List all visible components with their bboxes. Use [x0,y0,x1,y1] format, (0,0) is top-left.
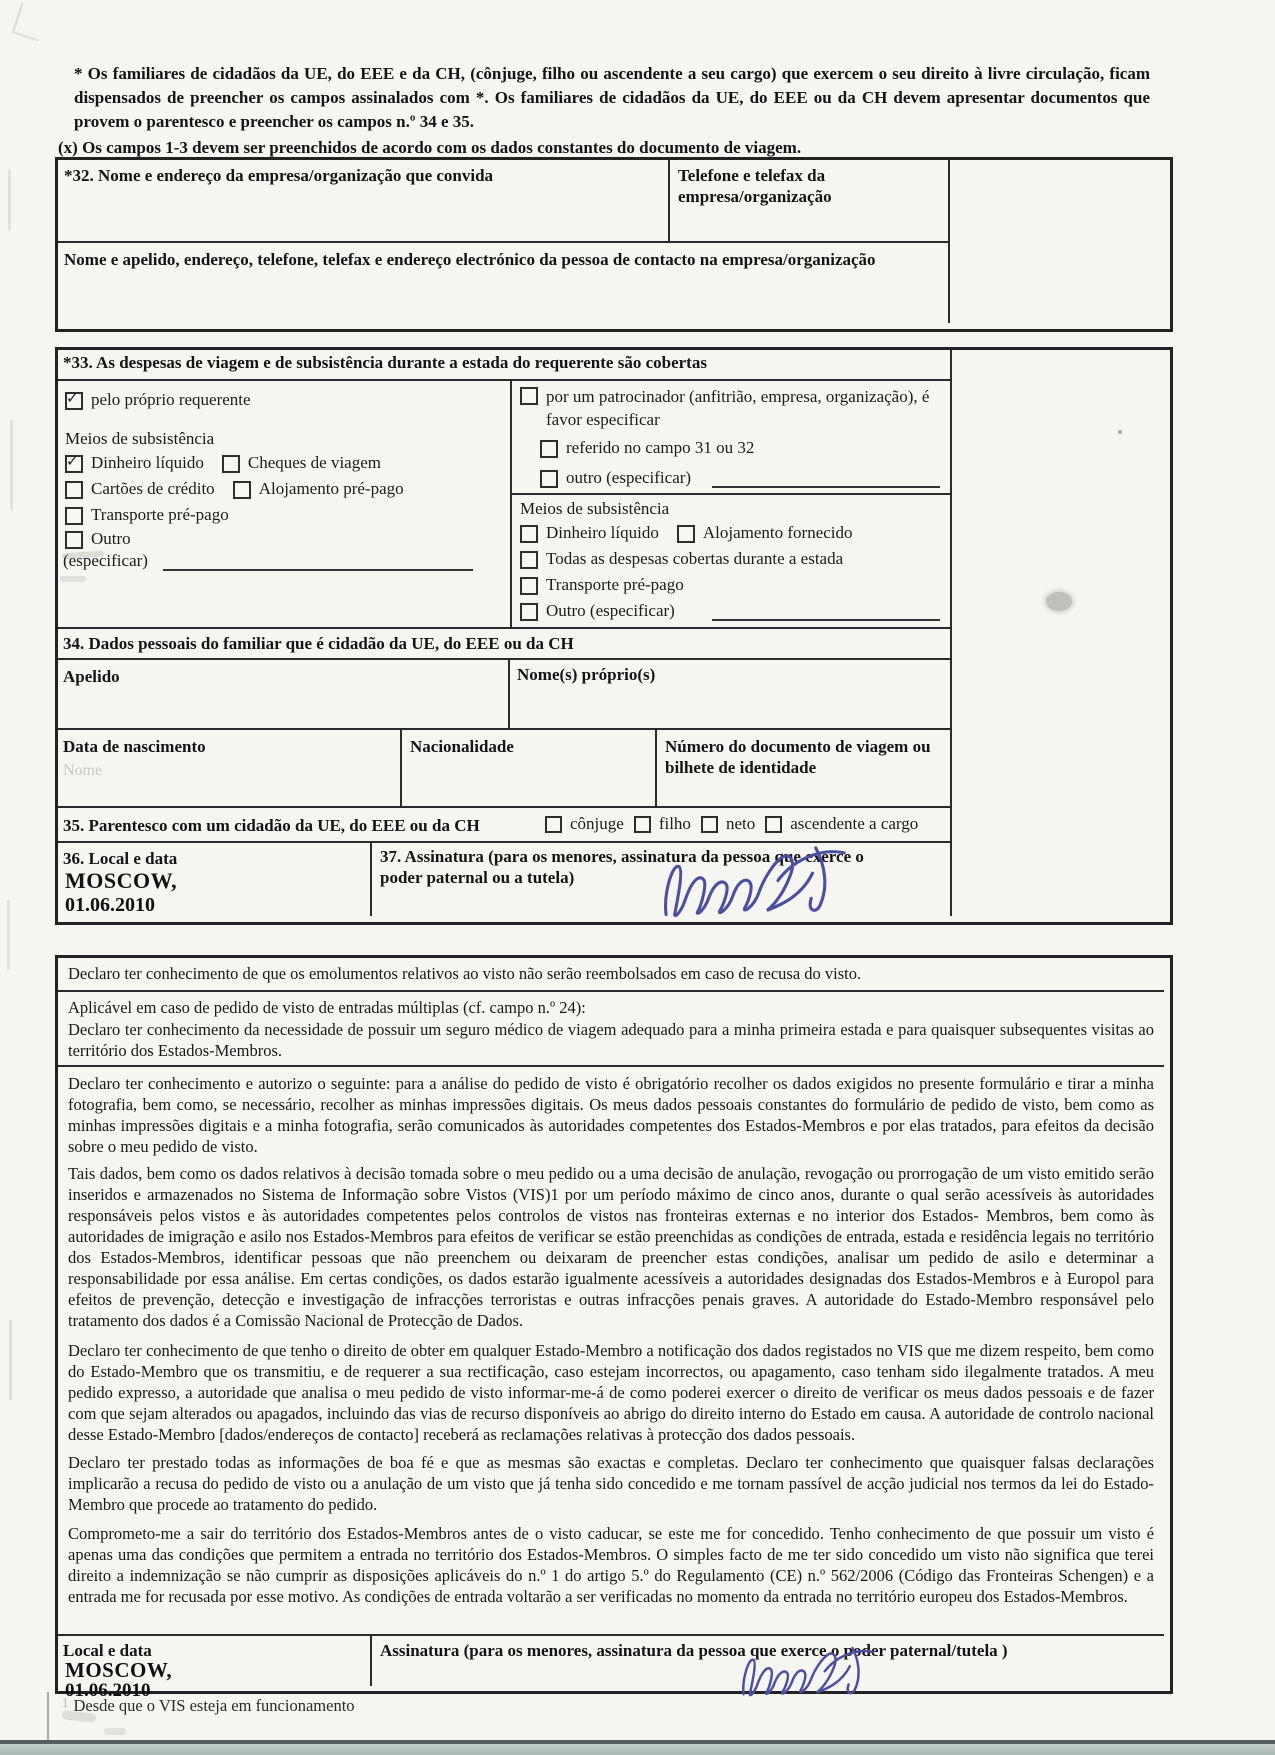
checkbox-prepaid-transport-right-label: Transporte pré-pago [546,575,684,594]
s34-dob-divider [400,728,402,806]
s37-signature-field[interactable] [375,845,945,913]
checkbox-other-right [520,601,675,621]
checkbox-cash-box[interactable] [65,455,83,473]
s34-bleedthrough-text: Nome [63,762,103,779]
checkbox-grandchild-box[interactable] [701,816,718,833]
s35-top-divider [58,806,950,808]
s32-col-divider-1 [668,160,670,241]
s34-dob-field[interactable] [60,760,395,804]
s34-dob-label: Data de nascimento [63,737,206,756]
checkbox-cheques-box[interactable] [222,455,240,473]
declaration-data-rights: Declaro ter conhecimento de que tenho o direito de obter em qualquer Estado-Membro a notificação dos dados registados no VIS que me dizem respeito, bem como do Estado-Membro que os transmitiu, e de requerer a sua rectificação, caso estejam incorrectos, ou apagamento, caso tenham sido ilegalmente tratados. A meu pedido expresso, a autoridade que analisa o meu pedido de visto informar-me-á de como poderei exercer o direito de verificar os meus dados pessoais e de fazer com que sejam alterados ou apagados, incluindo das vias de recurso disponíveis ao abrigo do direito interno do Estado em causa. A autoridade de controlo nacional desse Estado-Membro [dados/endereços de contacto] receberá as reclamações relativas à protecção dos dados pessoais. [68,1341,1154,1444]
s34-nationality-label: Nacionalidade [410,737,514,756]
s33-right-divider [510,493,950,495]
checkbox-all-expenses-box[interactable] [520,551,538,569]
checkbox-other-top-right-label: outro (especificar) [566,468,692,487]
bottom-section-col-divider [370,1634,372,1686]
intro-note [58,62,1150,160]
s33-margin-column [952,350,1164,916]
s33-left-means-heading: Meios de subsistência [65,429,215,448]
s32-contact-label: Nome e apelido, endereço, telefone, telefax e endereço electrónico da pessoa de contacto na empresa/organização [64,250,876,269]
footnote-text: Desde que o VIS esteja em funcionamento [73,1696,355,1715]
bottom-section-divider [58,1634,1164,1636]
s36-place-date-field[interactable] [60,845,365,913]
checkbox-own-resources-label: pelo próprio requerente [91,390,251,409]
bottom-signature-field[interactable] [375,1638,1160,1684]
declaration-vis-storage: Tais dados, bem como os dados relativos à decisão tomada sobre o meu pedido ou a uma decisão de anulação, revogação ou prorrogação de um visto emitido serão inseridos e armazenados no Sistema de Informação sobre Vistos (VIS)1 por um período máximo de cinco anos, durante o qual serão acessíveis às autoridades responsáveis pelos vistos e às autoridades competentes pelos controlos de vistos nas fronteiras externas e no interior dos Estados- Membros, bem como às autoridades de imigração e asilo nos Estados-Membros para efeitos de verificar se estão preenchidas as condições de entrada, estada e residência legais no território dos Estados-Membros, identificar pessoas que não preenchem ou deixaram de preencher estas condições, analisar um pedido de asilo e determinar a responsabilidade por essa análise. Em certas condições, os dados estarão igualmente acessíveis a autoridades designadas dos Estados-Membros e à Europol para efeitos de prevenção, detecção e investigação de infracções terroristas e outras infracções penais graves. A autoridade do Estado-Membro responsável pelo tratamento dos dados é a Comissão Nacional de Protecção de Dados. [68,1164,1154,1330]
checkbox-spouse-box[interactable] [545,816,562,833]
checkbox-other-top-right [540,468,691,488]
checkbox-prepaid-transport-left [65,505,229,525]
s34-surname-field[interactable] [60,690,500,725]
footnote-marker: 1 [62,1695,69,1710]
s34-surname-label: Apelido [63,667,120,686]
s34-document-label: Número do documento de viagem ou bilhete de identidade [665,737,931,778]
checkbox-prepaid-transport-left-label: Transporte pré-pago [91,505,229,524]
vis-footnote [62,1695,355,1716]
s34-firstname-label: Nome(s) próprio(s) [517,665,656,684]
checkbox-row-cash-accommodation-right [520,523,853,543]
checkbox-sponsor-box[interactable] [520,387,538,405]
s34-firstname-field[interactable] [512,690,942,725]
bottom-signature-label: Assinatura (para os menores, assinatura da pessoa que exerce o poder paternal/tutela ) [380,1641,1008,1660]
bottom-place-value: MOSCOW, [65,1658,173,1682]
s34-title: 34. Dados pessoais do familiar que é cidadão da UE, do EEE ou da CH [63,634,574,653]
checkbox-cheques-label: Cheques de viagem [247,453,381,472]
s34-name-divider [508,658,510,728]
declaration-fees: Declaro ter conhecimento de que os emolumentos relativos ao visto não serão reembolsados em caso de recusa do visto. [68,964,862,983]
scan-artifact [8,170,11,230]
scan-edge-band-lower [0,1744,1275,1755]
s33-right-other-top-line[interactable] [712,486,940,488]
s33-subcol-divider [510,379,512,627]
checkbox-cash-right-box[interactable] [520,525,538,543]
s34-document-field[interactable] [660,785,945,805]
checkbox-cash-right-label: Dinheiro líquido [546,523,659,542]
s32-title: *32. Nome e endereço da empresa/organização que convida [64,166,494,185]
s35-options [545,814,918,834]
bottom-place-label: Local e data [63,1641,152,1660]
s34-title-underline [58,658,950,660]
s33-title: *33. As despesas de viagem e de subsistência durante a estada do requerente são cobertas [63,353,707,372]
checkbox-referred-box[interactable] [540,440,558,458]
checkbox-referred [540,438,754,458]
checkbox-row-cash-cheques [65,453,381,473]
s36-s37-divider [370,841,372,916]
s32-col-divider-2 [948,160,950,323]
s33-right-means-heading: Meios de subsistência [520,499,670,518]
checkbox-other-left-label: Outro [91,529,131,548]
checkbox-dependent-ascendant-box[interactable] [765,816,782,833]
s35-title: 35. Parentesco com um cidadão da UE, do EEE ou da CH [63,816,480,835]
checkbox-other-left-box[interactable] [65,531,83,549]
s33-left-specify-line[interactable] [163,569,473,571]
checkbox-other-left [65,529,131,549]
bottom-place-date-field[interactable] [60,1638,365,1684]
checkbox-dependent-ascendant-label: ascendente a cargo [790,814,919,833]
scan-artifact [10,420,13,510]
checkbox-row-credit-accommodation [65,479,404,499]
s36-place-value: MOSCOW, [65,868,178,893]
checkbox-prepaid-transport-right [520,575,684,595]
checkbox-referred-label: referido no campo 31 ou 32 [566,438,755,457]
checkbox-all-expenses [520,549,843,569]
decl-divider-1 [58,990,1164,992]
checkbox-child-box[interactable] [634,816,651,833]
bottom-date-value: 01.06.2010 [65,1680,151,1701]
s32-contact-field[interactable] [60,275,940,320]
declaration-departure: Comprometo-me a sair do território dos Estados-Membros antes de o visto caducar, se este me for concedido. Tenho conhecimento de que possuir um visto é apenas uma das condições que permitem a entrada no território dos Estados-Membros. O simples facto de me ter sido concedido um visto não significa que terei direito a indemnização se não cumprir as disposições aplicáveis do n.º 1 do artigo 5.º do Regulamento (CE) n.º 562/2006 (Código das Fronteiras Schengen) e a entrada me for recusada por esse motivo. As condições de entrada voltarão a ser verificadas no momento da entrada no território europeu dos Estados-Membros. [68,1524,1154,1606]
s34-row-divider [58,728,950,730]
s33-right-other-line[interactable] [712,619,940,621]
scan-artifact [104,1728,126,1735]
scan-artifact [12,2,49,41]
s36-date-value: 01.06.2010 [65,894,155,916]
decl-divider-2 [58,1065,1164,1067]
intro-family-note: * Os familiares de cidadãos da UE, do EEE e da CH, (cônjuge, filho ou ascendente a seu cargo) que exercem o seu direito à livre circulação, ficam dispensados de preencher os campos assinalados com *. Os familiares de cidadãos da UE, do EEE ou da CH devem apresentar documentos que provem o parentesco e preencher os campos n.º 34 e 35. [74,64,1150,131]
checkbox-child-label: filho [658,814,691,833]
s37-title: 37. Assinatura (para os menores, assinatura da pessoa que exerce o poder paternal ou a tutela) [380,847,864,888]
declaration-insurance: Declaro ter conhecimento da necessidade de possuir um seguro médico de viagem adequado para a minha primeira estada e para quaisquer subsequentes visitas ao território dos Estados-Membros. [68,1020,1154,1060]
scan-artifact [7,900,10,970]
declaration-insurance-intro: Aplicável em caso de pedido de visto de entradas múltiplas (cf. campo n.º 24): [68,998,586,1017]
checkbox-accommodation-provided-label: Alojamento fornecido [702,523,853,542]
checkbox-grandchild-label: neto [725,814,756,833]
checkbox-other-top-right-box[interactable] [540,470,558,488]
s33-left-specify-label: (especificar) [63,551,148,570]
checkbox-prepaid-transport-right-box[interactable] [520,577,538,595]
checkbox-credit-label: Cartões de crédito [91,479,215,498]
checkbox-cash-label: Dinheiro líquido [91,453,204,472]
s34-nationality-divider [655,728,657,806]
declaration-good-faith: Declaro ter prestado todas as informações de boa fé e que as mesmas são exactas e completas. Declaro ter conhecimento que quaisquer falsas declarações implicarão a recusa do pedido de visto ou a anulação de um visto que já tenha sido concedido e me tornam passível de acção judicial nos termos da lei do Estado-Membro que procede ao tratamento do pedido. [68,1453,1154,1514]
s32-inviting-company-field[interactable] [60,190,660,238]
scan-artifact [47,1692,49,1744]
s36-title: 36. Local e data [63,849,178,868]
s32-phone-field[interactable] [952,162,1162,320]
checkbox-prepaid-accommodation-box[interactable] [233,481,251,499]
checkbox-other-right-label: Outro (especificar) [546,601,675,620]
checkbox-accommodation-provided-box[interactable] [677,525,695,543]
checkbox-other-right-box[interactable] [520,603,538,621]
checkbox-sponsor-label: por um patrocinador (anfitrião, empresa, organização), é favor especificar [546,387,930,429]
checkbox-credit-box[interactable] [65,481,83,499]
s32-row-divider [58,241,948,243]
s33-title-underline [58,379,950,381]
checkbox-all-expenses-label: Todas as despesas cobertas durante a estada [546,549,844,568]
intro-fields-note: (x) Os campos 1-3 devem ser preenchidos de acordo com os dados constantes do documento de viagem. [58,138,802,157]
checkbox-own-resources-box[interactable] [65,392,83,410]
checkbox-spouse-label: cônjuge [570,814,624,833]
s32-phone-label: Telefone e telefax da empresa/organização [678,166,832,207]
scan-artifact [9,1320,12,1400]
checkbox-prepaid-transport-left-box[interactable] [65,507,83,525]
checkbox-own-resources [65,390,251,410]
declaration-data-collection: Declaro ter conhecimento e autorizo o seguinte: para a análise do pedido de visto é obrigatório recolher os dados exigidos no presente formulário e tirar a minha fotografia, bem como, se necessário, recolher as minhas impressões digitais. Os meus dados pessoais constantes do formulário de pedido de visto, bem como as minhas impressões digitais e a minha fotografia, serão comunicados às autoridades competentes dos Estados-Membros e por elas tratados, para efeitos da decisão sobre o meu pedido de visto. [68,1074,1154,1156]
checkbox-sponsor [520,385,940,431]
s34-nationality-field[interactable] [405,760,650,804]
checkbox-prepaid-accommodation-label: Alojamento pré-pago [258,479,404,498]
s34-top-divider [58,627,950,629]
